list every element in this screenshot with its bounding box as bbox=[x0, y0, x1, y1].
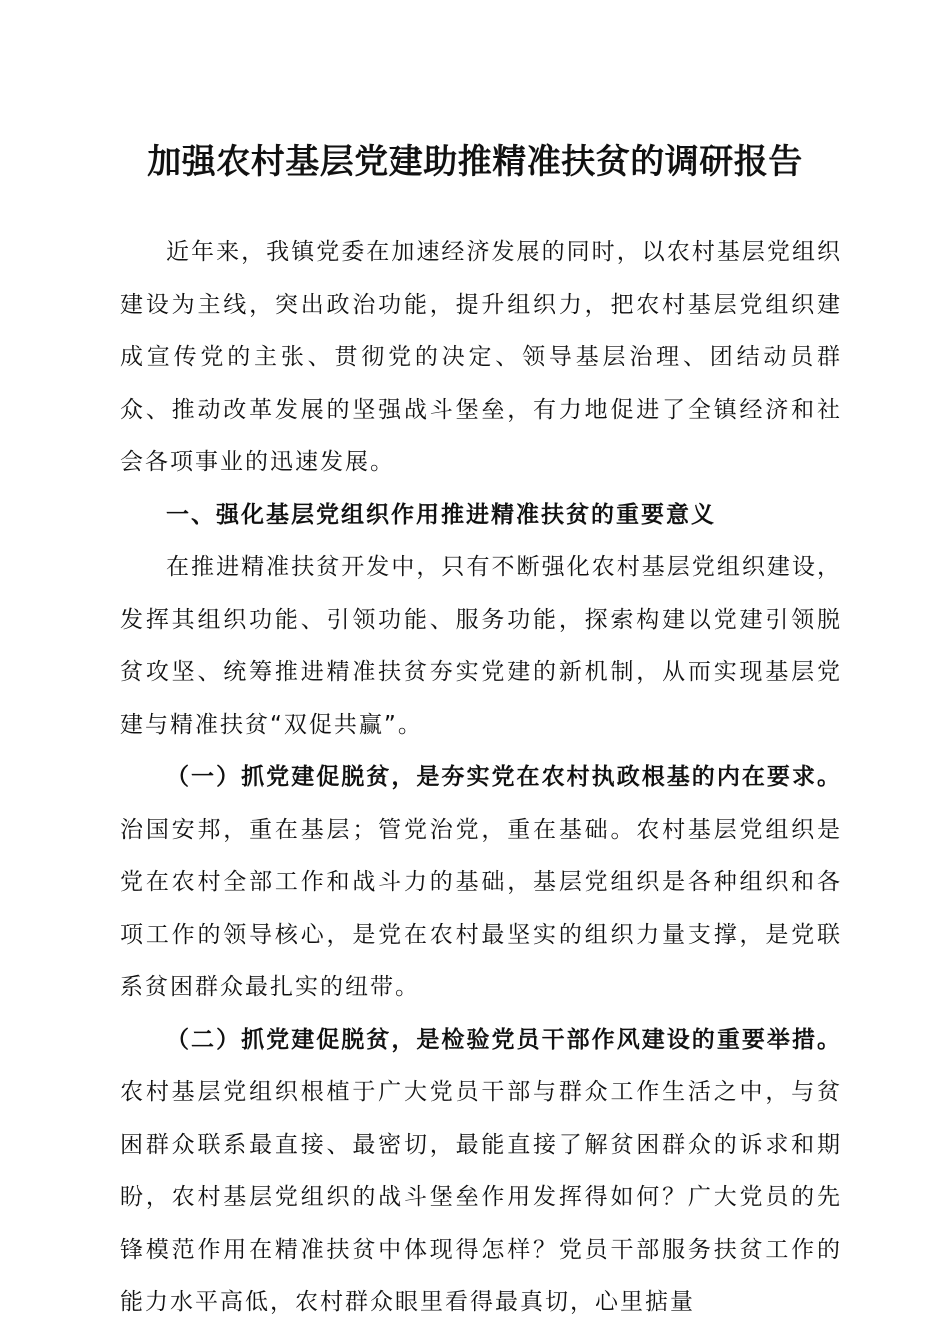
subsection-2-heading: （二）抓党建促脱贫，是检验党员干部作风建设的重要举措。 bbox=[166, 1026, 842, 1053]
subsection-1-paragraph bbox=[120, 751, 842, 1014]
document-body bbox=[120, 226, 842, 1329]
document-title: 加强农村基层党建助推精准扶贫的调研报告 bbox=[147, 142, 803, 182]
intro-paragraph: 近年来，我镇党委在加速经济发展的同时，以农村基层党组织建设为主线，突出政治功能，提升组织力，把农村基层党组织建成宣传党的主张、贯彻党的决定、领导基层治理、团结动员群众、推动改革发展的坚强战斗堡垒，有力地促进了全镇经济和社会各项事业的迅速发展。 bbox=[120, 239, 842, 475]
section-1-heading: 一、强化基层党组织作用推进精准扶贫的重要意义 bbox=[166, 501, 716, 528]
subsection-1-heading: （一）抓党建促脱贫，是夯实党在农村执政根基的内在要求。 bbox=[166, 764, 842, 790]
subsection-2-text: 农村基层党组织根植于广大党员干部与群众工作生活之中，与贫困群众联系最直接、最密切，最能直接了解贫困群众的诉求和期盼，农村基层党组织的战斗堡垒作用发挥得如何？广大党员的先锋模范作用在精准扶贫中体现得怎样？党员干部服务扶贫工作的能力水平高低，农村群众眼里看得最真切，心里掂量 bbox=[120, 1079, 842, 1315]
section-1-paragraph: 在推进精准扶贫开发中，只有不断强化农村基层党组织建设，发挥其组织功能、引领功能、服务功能，探索构建以党建引领脱贫攻坚、统筹推进精准扶贫夯实党建的新机制，从而实现基层党建与精准扶贫“双促共赢”。 bbox=[120, 554, 842, 738]
subsection-1-text: 治国安邦，重在基层；管党治党，重在基础。农村基层党组织是党在农村全部工作和战斗力的基础，基层党组织是各种组织和各项工作的领导核心，是党在农村最坚实的组织力量支撑，是党联系贫困群众最扎实的纽带。 bbox=[120, 816, 842, 1000]
subsection-2-paragraph bbox=[120, 1014, 842, 1329]
